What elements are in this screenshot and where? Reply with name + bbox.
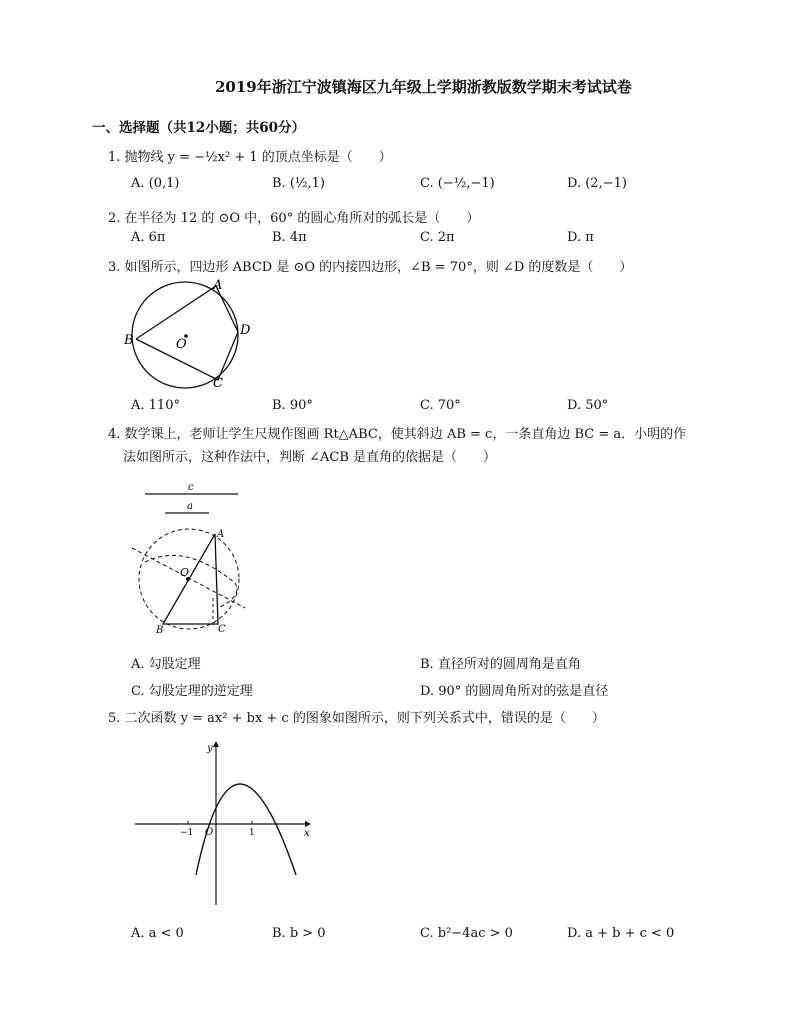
q1-option-d[interactable]: D. (2,−1) — [567, 176, 627, 191]
segment-c-label: c — [188, 482, 194, 493]
label-b: B — [124, 333, 134, 348]
question-2-stem: 2. 在半径为 12 的 ⊙O 中，60° 的圆心角所对的弧长是（ ） — [108, 211, 480, 226]
q4-option-b[interactable]: B. 直径所对的圆周角是直角 — [420, 657, 581, 672]
inscribed-quadrilateral-figure — [120, 275, 260, 395]
q2-option-c[interactable]: C. 2π — [420, 230, 455, 245]
label-a: A — [213, 278, 223, 293]
label-a-point: A — [217, 529, 225, 540]
question-3-stem: 3. 如图所示，四边形 ABCD 是 ⊙O 的内接四边形，∠B = 70°，则 ∠D 的度数是（ ） — [108, 260, 633, 275]
q3-option-a[interactable]: A. 110° — [131, 398, 180, 413]
question-1-stem: 1. 抛物线 y = −½x² + 1 的顶点坐标是（ ） — [108, 150, 392, 165]
question-4-stem-line1: 4. 数学课上，老师让学生尺规作图画 Rt△ABC，使其斜边 AB = c，一条直角边 BC = a．小明的作 — [108, 427, 687, 442]
origin-label: O — [205, 827, 214, 838]
q5-option-a[interactable]: A. a < 0 — [131, 926, 184, 941]
label-d: D — [240, 323, 251, 338]
q5-option-c[interactable]: C. b²−4ac > 0 — [420, 926, 513, 941]
q5-option-d[interactable]: D. a + b + c < 0 — [567, 926, 675, 941]
page-title: 2019年浙江宁波镇海区九年级上学期浙教版数学期末考试试卷 — [215, 78, 632, 96]
parabola-graph-figure — [130, 735, 320, 910]
label-c: C — [213, 376, 223, 391]
q5-option-b[interactable]: B. b > 0 — [272, 926, 326, 941]
question-5-stem: 5. 二次函数 y = ax² + bx + c 的图象如图所示，则下列关系式中，错误的是（ ） — [108, 711, 605, 726]
q2-option-b[interactable]: B. 4π — [272, 230, 307, 245]
q2-option-d[interactable]: D. π — [567, 230, 594, 245]
q3-option-d[interactable]: D. 50° — [567, 398, 609, 413]
question-4-stem-line2: 法如图所示，这种作法中，判断 ∠ACB 是直角的依据是（ ） — [123, 450, 497, 465]
axis-y-label: y — [207, 743, 213, 754]
segment-a-label: a — [187, 501, 193, 512]
q4-option-a[interactable]: A. 勾股定理 — [131, 657, 201, 672]
right-triangle-construction-figure — [125, 478, 250, 638]
axis-x-label: x — [304, 828, 310, 839]
tick-1-label: 1 — [249, 828, 255, 838]
label-c-point: C — [218, 624, 226, 635]
q1-option-a[interactable]: A. (0,1) — [131, 176, 180, 191]
q1-option-c[interactable]: C. (−½,−1) — [420, 176, 495, 191]
q2-option-a[interactable]: A. 6π — [131, 230, 166, 245]
q4-option-c[interactable]: C. 勾股定理的逆定理 — [131, 684, 253, 699]
label-o: O — [176, 337, 187, 352]
q3-option-b[interactable]: B. 90° — [272, 398, 313, 413]
q3-option-c[interactable]: C. 70° — [420, 398, 461, 413]
q4-option-d[interactable]: D. 90° 的圆周角所对的弦是直径 — [420, 684, 609, 699]
section-heading: 一、选择题（共12小题；共60分） — [92, 120, 306, 136]
tick-neg1-label: −1 — [180, 828, 194, 838]
label-b-point: B — [156, 625, 164, 636]
q1-option-b[interactable]: B. (½,1) — [272, 176, 325, 191]
label-o-point: O — [180, 566, 190, 579]
